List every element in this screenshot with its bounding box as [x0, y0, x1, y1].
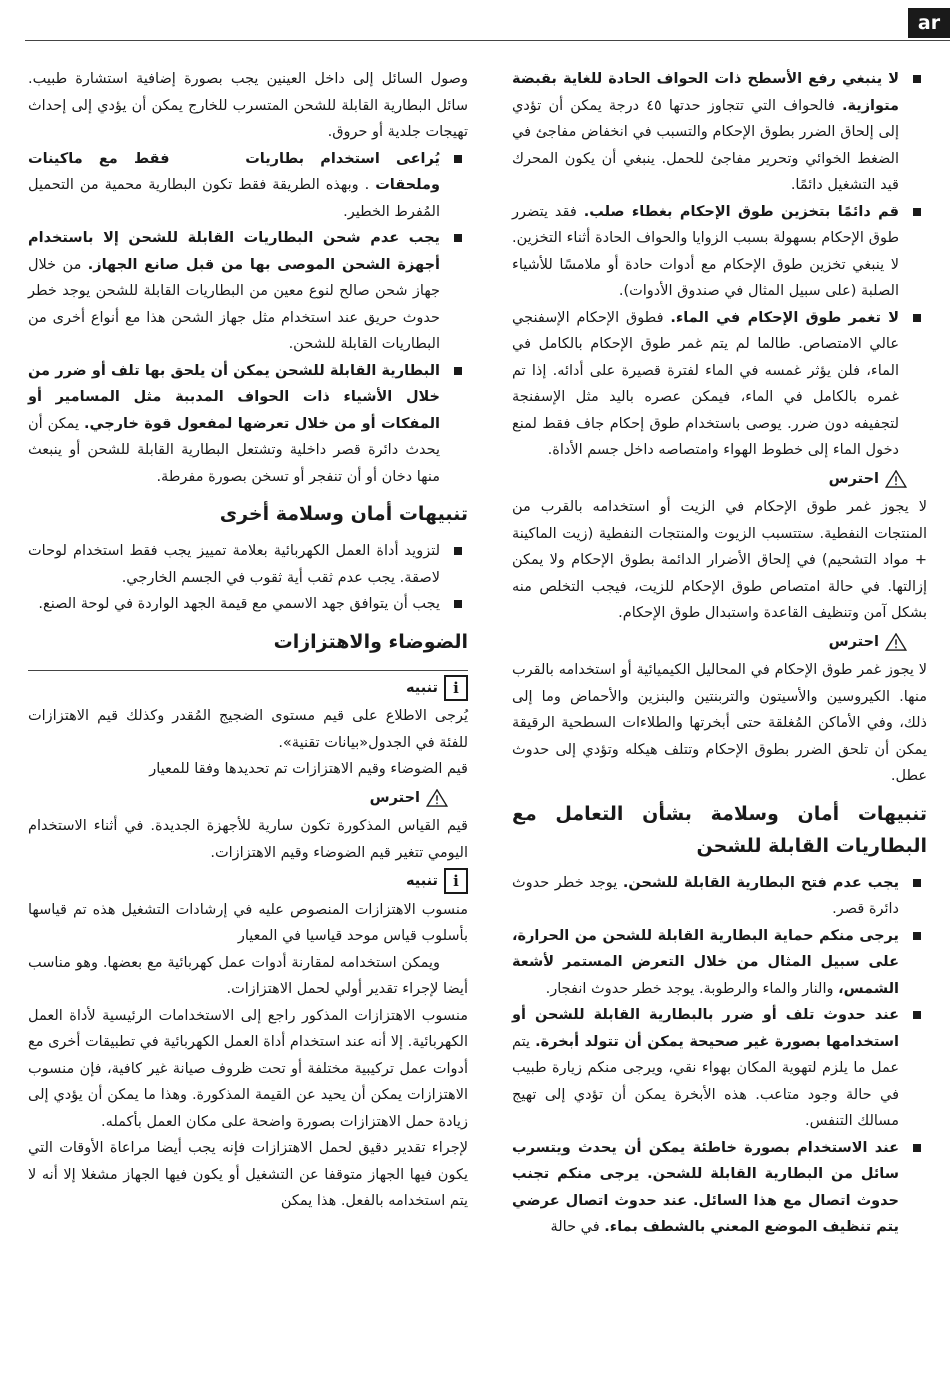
section-rule	[28, 670, 468, 671]
list-item	[512, 1135, 927, 1241]
item-bold: يجب عدم شحن البطاريات القابلة للشحن إلا باستخدام أجهزة الشحن الموصى بها من قبل صانع الجهاز.	[28, 230, 441, 273]
left-column	[28, 66, 468, 1215]
notice-text: ويمكن استخدامه لمقارنة أدوات عمل كهربائية مع بعضها. وهو مناسب أيضا لإجراء تقدير أولي لحمل الاهتزازات.	[28, 954, 468, 997]
caution-heading	[512, 629, 907, 656]
notice-text: قيم الضوضاء وقيم الاهتزازات تم تحديدها وفقا للمعيار	[149, 761, 468, 777]
caution-text: لا يجوز غمر طوق الإحكام في المحاليل الكيميائية أو استخدامه بالقرب منها. الكيروسين والأسيتون والتربنتين والبنزين والأحماض وما إلى ذلك، وفي الأماكن المُغلقة حتى أبخرتها والطلاءات السطحية الرقيقة يمكن أن تلحق الضرر بطوق الإحكام وتتلف هيكله وتؤدي إلى حدوث عطل.	[512, 662, 927, 784]
item-text: فقد يتضرر طوق الإحكام بسهولة بسبب الزوايا والحواف الحادة أثناء التخزين. لا ينبغي تخزين طوق الإحكام مع أدوات حادة أو ملامسًا للأشياء الصلبة (على سبيل المثال في صندوق الأدوات).	[512, 203, 899, 299]
info-icon: i	[444, 868, 468, 894]
caution-text: قيم القياس المذكورة تكون سارية للأجهزة الجديدة. في أثناء الاستخدام اليومي تتغير قيم الضوضاء وقيم الاهتزازات.	[28, 818, 468, 861]
item-text: . وبهذه الطريقة فقط تكون البطارية محمية من التحميل المُفرط الخطير.	[28, 177, 440, 220]
continued-text: وصول السائل إلى داخل العينين يجب بصورة إضافية استشارة طبيب. سائل البطارية القابلة للشحن المتسرب للخارج يمكن أن يؤدي إلى إحداث تهيجات جلدية أو حروق.	[28, 71, 468, 140]
item-text: فطوق الإحكام الإسفنجي عالي الامتصاص. طالما لم يتم غمر طوق الإحكام بالكامل في الماء، فلن يؤثر غمسه في الماء لفترة قصيرة على أدائه. إذا تم غمره بالكامل في الماء، فيمكن عصره باليد مثل الإسفنجة لتجفيفه دون ضرر. يوصى باستخدام طوق إحكام جاف فقط لمنع دخول الماء إلى خطوط الهواء وامتصاصه داخل جسم الأداة.	[512, 309, 899, 458]
caution-heading	[512, 466, 907, 493]
item-bold: يُراعى استخدام بطاريات	[245, 150, 440, 167]
item-bold: لا ينبغي رفع الأسطح ذات الحواف الحادة للغاية بقبضة متوازية.	[512, 71, 900, 114]
notice-heading	[28, 675, 468, 702]
item-text: من خلال جهاز شحن صالح لنوع معين من البطاريات القابلة للشحن يوجد خطر حدوث حريق عند استخدام مثل جهاز الشحن هذا مع أنواع أخرى من البطاريات القابلة للشحن.	[28, 256, 440, 352]
caution-heading	[28, 785, 448, 812]
language-tab: ar	[908, 8, 950, 38]
item-text: لتزويد أداة العمل الكهربائية بعلامة تمييز يجب فقط استخدام لوحات لاصقة. يجب عدم ثقب أية ثقوب في الجسم الخارجي.	[28, 543, 440, 586]
item-text: يتم عمل ما يلزم لتهوية المكان بهواء نقي، ويرجى منكم زيارة طبيب في حالة وجود متاعب. هذه الأبخرة يمكن أن تؤدي إلى تهيج مسالك التنفس.	[512, 1033, 899, 1129]
list-item	[28, 358, 468, 491]
notice-label: تنبيه	[406, 873, 438, 889]
list-item	[28, 225, 468, 358]
item-bold: عند حدوث تلف أو ضرر بالبطارية القابلة للشحن أو استخدامها بصورة غير صحيحة يمكن أن تتولد أبخرة.	[512, 1007, 899, 1050]
warning-triangle-icon	[885, 633, 907, 651]
notice-label: تنبيه	[406, 679, 438, 696]
section-heading-batteries: تنبيهات أمان وسلامة بشأن التعامل مع البطاريات القابلة للشحن	[512, 802, 927, 857]
item-bold: يرجى منكم حماية البطارية القابلة للشحن من الحرارة، على سبيل المثال من خلال التعرض المستمر لأشعة الشمس،	[512, 927, 899, 997]
item-bold: وملحقات	[375, 177, 441, 193]
list-item	[512, 923, 927, 1003]
list-item	[512, 1002, 927, 1135]
item-text: يجب أن يتوافق جهد الاسمي مع قيمة الجهد الواردة في لوحة الصنع.	[38, 596, 440, 612]
section-heading-other: تنبيهات أمان وسلامة أخرى	[219, 503, 468, 525]
item-text: والنار والماء والرطوبة. يوجد خطر حدوث انفجار.	[545, 980, 834, 997]
item-bold: لا تغمر طوق الإحكام في الماء.	[670, 309, 899, 326]
warning-triangle-icon	[426, 789, 448, 807]
caution-label: احترس	[828, 470, 879, 487]
item-text: يوجد خطر حدوث دائرة قصر.	[512, 874, 899, 917]
item-text: في حالة	[550, 1219, 600, 1235]
notice-text: يُرجى الاطلاع على قيم مستوى الضجيج المُقدر وكذلك قيم الاهتزازات للفئة في الجدول«بيانات تقنية».	[28, 708, 468, 751]
header-rule	[25, 40, 950, 41]
item-bold: البطارية القابلة للشحن يمكن أن يلحق بها تلف أو ضرر من خلال الأشياء ذات الحواف المدببة مثل المسامير أو المفكات أو من خلال تعرضها لمفعول قوة خارجي.	[28, 362, 440, 432]
section-heading-noise: الضوضاء والاهتزازات	[273, 630, 468, 653]
info-icon: i	[444, 675, 468, 701]
list-item	[512, 199, 927, 305]
notice-text: منسوب الاهتزازات المنصوص عليه في إرشادات التشغيل هذه تم قياسها بأسلوب قياس موحد قياسيا في المعيار	[28, 901, 468, 944]
notice-text: منسوب الاهتزازات المذكور راجع إلى الاستخدامات الرئيسية لأداة العمل الكهربائية. إلا أنه عند استخدام أداة العمل الكهربائية في تطبيقات أخرى مع أدوات عمل تركيبية مختلفة أو تحت ظروف صيانة غير كافية، فإن منسوب الاهتزازات يمكن أن يحيد عن القيمة المذكورة. وهذا ما يمكن أن يؤدي إلى زيادة حمل الاهتزازات بصورة واضحة على مكان العمل بأكمله.	[27, 1007, 468, 1130]
list-item	[512, 305, 927, 464]
list-item	[512, 870, 927, 923]
item-text: يمكن أن يحدث دائرة قصر داخلية وتشتعل البطارية القابلة للشحن أو ينبعث منها دخان أو أن تنفجر أو تسخن بصورة مفرطة.	[28, 415, 440, 485]
list-item	[28, 538, 468, 591]
notice-text: لإجراء تقدير دقيق لحمل الاهتزازات فإنه يجب أيضا مراعاة الأوقات التي يكون فيها الجهاز متوقفا عن التشغيل أو يكون فيها الجهاز مشغلا إلا أنه لا يتم استخدامه بالفعل. هذا يمكن	[28, 1140, 468, 1209]
item-bold: فقط مع ماكينات	[28, 150, 170, 167]
right-column	[512, 66, 927, 1241]
list-item	[28, 146, 468, 226]
item-text: فالحواف التي تتجاوز حدتها ٤٥ درجة يمكن أن تؤدي إلى إلحاق الضرر بطوق الإحكام والتسبب في انخفاض مفاجئ في الضغط الخوائي وتحرير مفاجئ للحمل. ينبغي أن يكون المحرك قيد التشغيل دائمًا.	[512, 97, 899, 193]
caution-label: احترس	[369, 789, 420, 806]
list-item	[512, 66, 927, 199]
notice-heading	[28, 868, 468, 895]
item-bold: يجب عدم فتح البطارية القابلة للشحن.	[622, 874, 900, 891]
item-bold: عند الاستخدام بصورة خاطئة يمكن أن يحدث ويتسرب سائل من البطارية القابلة للشحن. يرجى منكم تجنب حدوث اتصال مع هذا السائل. عند حدوث اتصال عرضي يتم تنظيف الموضع المعني بالشطف بماء.	[512, 1139, 899, 1235]
caution-label: احترس	[828, 633, 879, 650]
caution-text: لا يجوز غمر طوق الإحكام في الزيت أو استخدامه بالقرب من المنتجات النفطية. ستتسبب الزيوت والمنتجات النفطية (زيت الماكينة + مواد التشحيم) في إلحاق الأضرار الدائمة بطوق الإحكام ولا يمكن إزالتها. في حالة امتصاص طوق الإحكام للزيت، فيجب التخلص منه بشكل آمن وتنظيف القاعدة واستبدال طوق الإحكام.	[512, 499, 927, 621]
item-bold: قم دائمًا بتخزين طوق الإحكام بغطاء صلب.	[583, 203, 899, 220]
list-item	[28, 591, 468, 618]
warning-triangle-icon	[885, 470, 907, 488]
